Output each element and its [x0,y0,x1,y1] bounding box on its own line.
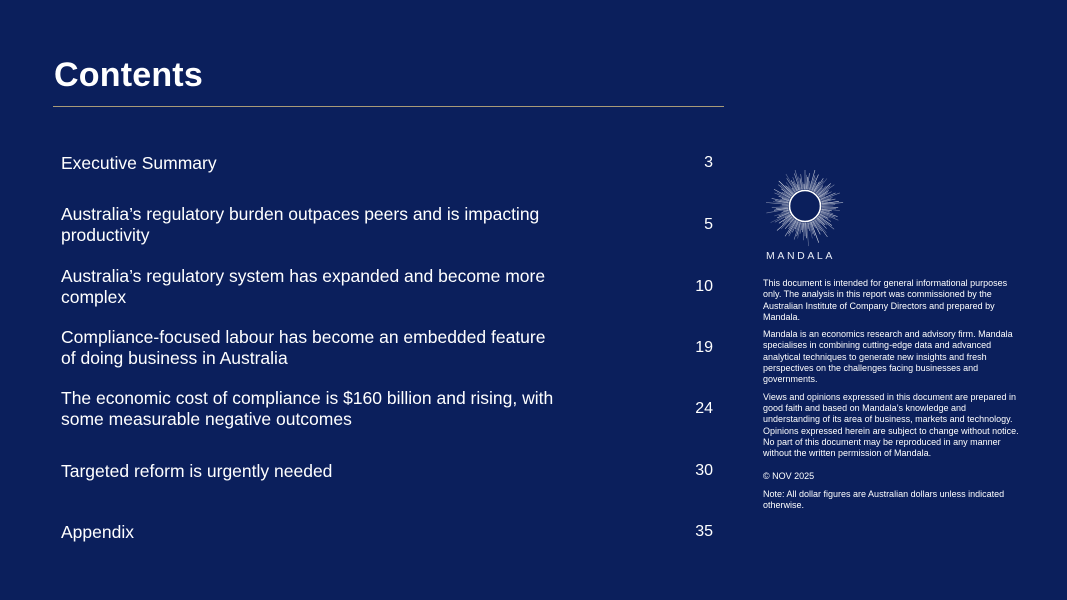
toc-item-regulatory-system[interactable] [61,264,713,310]
toc-item-label: The economic cost of compliance is $160 billion and rising, with some measurable negative outcomes [61,388,554,429]
note-purpose: This document is intended for general informational purposes only. The analysis in this report was commissioned by the Australian Institute of Company Directors and prepared by Mandala. [763,278,1008,322]
toc-item-compliance-labour[interactable] [61,325,713,371]
page-title: Contents [54,56,203,94]
toc-item-page: 19 [695,339,713,356]
toc-item-page: 5 [704,216,713,233]
toc-item-page: 3 [704,154,713,171]
toc-item-label: Executive Summary [61,152,217,173]
toc-item-targeted-reform[interactable] [61,448,713,494]
note-about-mandala: Mandala is an economics research and advisory firm. Mandala specialises in combining cutting-edge data and advanced analytical techniques to generate new insights and fresh perspectives on the challenges facing businesses and governments. [763,329,1013,385]
toc-item-page: 30 [695,462,713,479]
note-views-opinions: Views and opinions expressed in this document are prepared in good faith and based on Mandala’s knowledge and understanding of its area of business, markets and technology. Opinions expressed herein are subject to change without notice. No part of this document may be reproduced in any manner without the written permission of Mandala. [763,391,1019,459]
toc-item-label: Targeted reform is urgently needed [61,460,333,481]
copyright-date: © NOV 2025 [763,471,815,482]
mandala-sunburst-icon [766,170,844,248]
toc-item-label: Appendix [61,521,134,542]
note-currency: Note: All dollar figures are Australian dollars unless indicated otherwise. [763,488,1005,511]
toc-item-economic-cost[interactable] [61,386,713,432]
title-divider [53,106,724,107]
toc-item-label: Australia’s regulatory burden outpaces peers and is impacting productivity [61,204,540,245]
toc-item-page: 24 [695,400,713,417]
toc-item-page: 35 [695,523,713,540]
toc-item-label: Compliance-focused labour has become an embedded feature of doing business in Australia [61,327,546,368]
toc-item-page: 10 [695,278,713,295]
toc-item-label: Australia’s regulatory system has expanded and become more complex [61,266,546,307]
brand-name: MANDALA [766,250,835,262]
toc-item-regulatory-burden[interactable] [61,202,713,248]
toc-item-appendix[interactable] [61,509,713,555]
toc-item-executive-summary[interactable] [61,140,713,186]
disclaimer-notes [763,278,1019,517]
